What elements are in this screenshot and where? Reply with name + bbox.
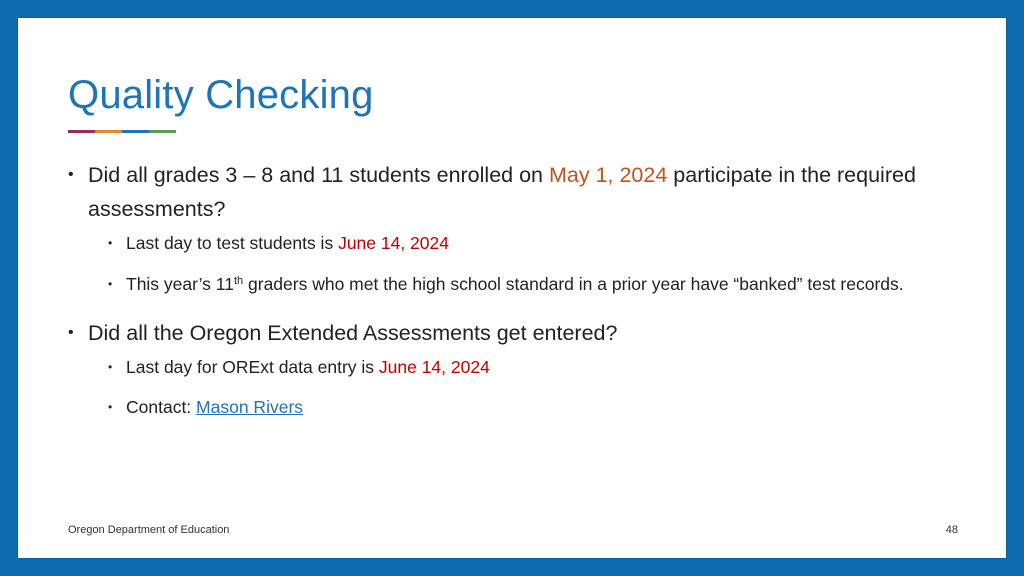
- subbullet-orext-last-day: [68, 353, 948, 381]
- bullet-dot-icon: •: [108, 360, 113, 374]
- enrollment-date: May 1, 2024: [548, 163, 668, 187]
- subbullet-text: Last day for ORExt data entry is: [126, 357, 379, 377]
- bullet-dot-icon: •: [68, 324, 74, 341]
- rule-segment-1: [68, 130, 95, 133]
- contact-link[interactable]: Mason Rivers: [196, 397, 304, 417]
- rule-segment-4: [149, 130, 176, 133]
- subbullet-text: This year’s 11: [126, 274, 234, 294]
- ordinal-superscript: th: [233, 275, 244, 287]
- bullet-dot-icon: •: [108, 277, 113, 291]
- slide-content: [68, 158, 948, 421]
- bullet-orext-entered: [68, 316, 948, 350]
- last-test-date: June 14, 2024: [338, 233, 449, 253]
- subbullet-text-continued: graders who met the high school standard in a prior year have “banked” test records.: [243, 274, 904, 294]
- rule-segment-2: [95, 130, 122, 133]
- subbullet-banked-records: [68, 270, 948, 298]
- orext-entry-date: June 14, 2024: [378, 357, 490, 377]
- subbullet-text: Last day to test students is: [126, 233, 339, 253]
- bullet-dot-icon: •: [108, 236, 113, 250]
- footer-organization: Oregon Department of Education: [68, 524, 230, 536]
- bullet-dot-icon: •: [108, 400, 113, 414]
- contact-label: Contact:: [126, 397, 197, 417]
- slide: [18, 18, 1006, 558]
- subbullet-last-test-day: [68, 229, 948, 257]
- title-underline: [68, 130, 176, 133]
- bullet-text: Did all the Oregon Extended Assessments get entered?: [88, 321, 618, 345]
- page-number: 48: [945, 524, 958, 536]
- rule-segment-3: [122, 130, 149, 133]
- bullet-dot-icon: •: [68, 166, 74, 183]
- bullet-grades-participation: [68, 158, 948, 226]
- subbullet-contact: [68, 393, 948, 421]
- bullet-text: Did all grades 3 – 8 and 11 students enrolled on: [88, 163, 549, 187]
- slide-title: Quality Checking: [68, 73, 374, 117]
- bullet-text-continued: participate in the required assessments?: [88, 163, 916, 221]
